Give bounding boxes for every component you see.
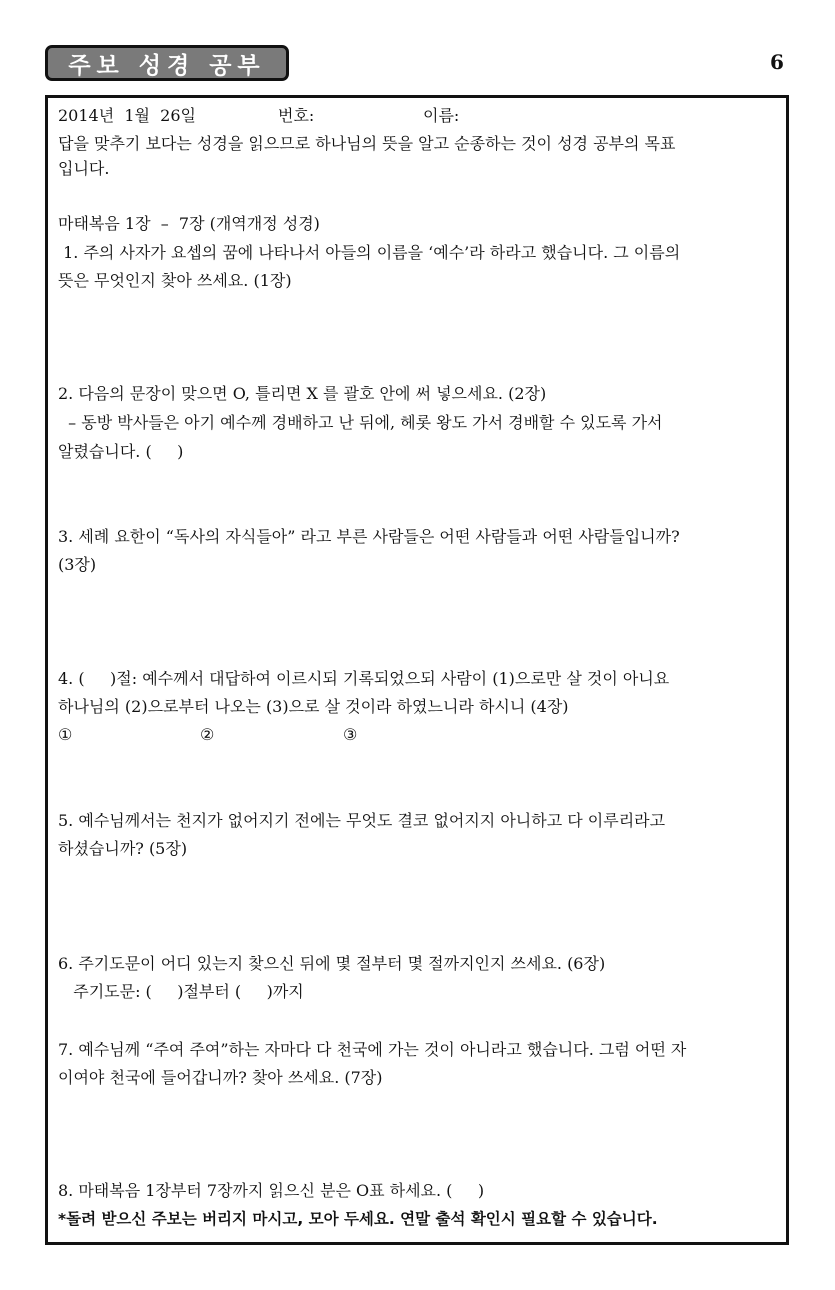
question-7-line-1: 7. 예수님께 “주여 주여”하는 자마다 다 천국에 가는 것이 아니라고 했습니다. 그럼 어떤 자 [58, 1040, 687, 1059]
question-3-line-2: (3장) [58, 555, 97, 574]
info-line [58, 105, 778, 127]
question-6-line-2: 주기도문: ( )절부터 ( )까지 [58, 982, 304, 1001]
intro-line-1: 답을 맞추기 보다는 성경을 읽으므로 하나님의 뜻을 알고 순종하는 것이 성경 공부의 목표 [58, 134, 676, 153]
title-banner [45, 45, 289, 81]
answer-blanks [58, 724, 458, 746]
question-2-line-2: – 동방 박사들은 아기 예수께 경배하고 난 뒤에, 헤롯 왕도 가서 경배할 수 있도록 가서 [58, 413, 663, 432]
question-3-line-1: 3. 세례 요한이 “독사의 자식들아” 라고 부른 사람들은 어떤 사람들과 어떤 사람들입니까? [58, 527, 680, 546]
question-5-line-2: 하셨습니까? (5장) [58, 839, 188, 858]
question-4-line-2: 하나님의 (2)으로부터 나오는 (3)으로 살 것이라 하였느니라 하시니 (4장) [58, 697, 569, 716]
question-8-line-1: 8. 마태복음 1장부터 7장까지 읽으신 분은 O표 하세요. ( ) [58, 1181, 485, 1200]
question-4-line-1: 4. ( )절: 예수께서 대답하여 이르시되 기록되었으되 사람이 (1)으로만 살 것이 아니요 [58, 669, 670, 688]
blank-1: ① [58, 725, 73, 744]
date-text: 2014년 1월 26일 [58, 106, 196, 125]
question-1-line-1: 1. 주의 사자가 요셉의 꿈에 나타나서 아들의 이름을 ‘예수’라 하라고 했습니다. 그 이름의 [58, 243, 681, 262]
number-label: 번호: [278, 106, 315, 125]
blank-2: ② [200, 725, 215, 744]
question-5-line-1: 5. 예수님께서는 천지가 없어지기 전에는 무엇도 결코 없어지지 아니하고 다 이루리라고 [58, 811, 666, 830]
question-7-line-2: 이여야 천국에 들어갑니까? 찾아 쓰세요. (7장) [58, 1068, 383, 1087]
question-2-line-3: 알렸습니다. ( ) [58, 442, 184, 461]
name-label: 이름: [423, 106, 460, 125]
question-6-line-1: 6. 주기도문이 어디 있는지 찾으신 뒤에 몇 절부터 몇 절까지인지 쓰세요. (6장) [58, 954, 606, 973]
footer-note: *돌려 받으신 주보는 버리지 마시고, 모아 두세요. 연말 출석 확인시 필요할 수 있습니다. [58, 1210, 658, 1228]
section-heading: 마태복음 1장 – 7장 (개역개정 성경) [58, 214, 320, 233]
blank-3: ③ [343, 725, 358, 744]
question-1-line-2: 뜻은 무엇인지 찾아 쓰세요. (1장) [58, 271, 292, 290]
question-2-line-1: 2. 다음의 문장이 맞으면 O, 틀리면 X 를 괄호 안에 써 넣으세요. (2장) [58, 384, 547, 403]
page-number: 6 [770, 50, 784, 74]
page-title: 주보 성경 공부 [68, 52, 266, 79]
intro-line-2: 입니다. [58, 159, 110, 178]
